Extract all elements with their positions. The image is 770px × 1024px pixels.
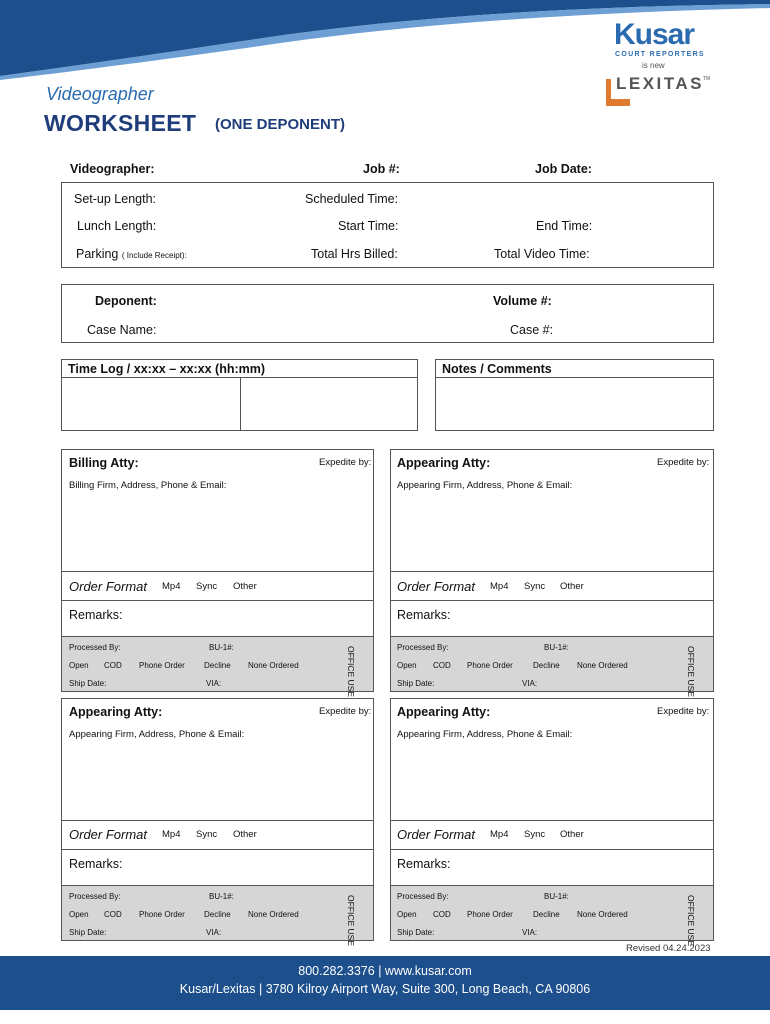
option-none-ordered: None Ordered (248, 910, 299, 919)
option-decline: Decline (533, 910, 560, 919)
processed-by-label: Processed By: (397, 643, 449, 652)
firm-label: Appearing Firm, Address, Phone & Email: (69, 729, 245, 740)
remarks-label: Remarks: (69, 857, 123, 871)
format-option: Other (560, 581, 584, 592)
videographer-label: Videographer: (70, 162, 155, 176)
ship-date-label: Ship Date: (397, 928, 435, 937)
firm-label: Appearing Firm, Address, Phone & Email: (397, 480, 573, 491)
title-worksheet: WORKSHEET (44, 110, 197, 136)
expedite-by-label: Expedite by: (319, 706, 372, 717)
option-phone-order: Phone Order (139, 910, 185, 919)
total-hrs-billed-label: Total Hrs Billed: (311, 247, 398, 261)
notes-label: Notes / Comments (442, 362, 552, 376)
option-none-ordered: None Ordered (248, 661, 299, 670)
total-video-time-label: Total Video Time: (494, 247, 590, 261)
job-number-label: Job #: (363, 162, 400, 176)
format-option: Other (233, 829, 257, 840)
expedite-by-label: Expedite by: (319, 457, 372, 468)
setup-length-label: Set-up Length: (74, 192, 157, 206)
bu-label: BU-1#: (209, 892, 234, 901)
order-format-label: Order Format (69, 827, 148, 842)
footer-address: Kusar/Lexitas | 3780 Kilroy Airport Way, Suite 300, Long Beach, CA 90806 (179, 982, 591, 996)
processed-by-label: Processed By: (69, 643, 121, 652)
deponent-label: Deponent: (95, 294, 157, 308)
option-phone-order: Phone Order (467, 661, 513, 670)
deponent-box (61, 284, 714, 343)
title-videographer: Videographer (46, 84, 154, 104)
option-decline: Decline (533, 661, 560, 670)
option-cod: COD (433, 661, 451, 670)
remarks-label: Remarks: (397, 857, 451, 871)
trademark-text: TM (703, 76, 711, 82)
revised-date: Revised 04.24.2023 (626, 943, 711, 954)
remarks-label: Remarks: (397, 608, 451, 622)
bu-label: BU-1#: (209, 643, 234, 652)
format-option: Mp4 (162, 829, 181, 840)
is-new-text: is new (642, 61, 665, 70)
order-format-label: Order Format (397, 827, 476, 842)
footer-contact: 800.282.3376 | www.kusar.com (298, 964, 472, 978)
kusar-logo: Kusar (614, 18, 695, 51)
card-title: Appearing Atty: (69, 705, 163, 719)
office-use-label: OFFICE USE (346, 895, 356, 947)
time-log-label: Time Log / xx:xx – xx:xx (hh:mm) (68, 362, 266, 376)
format-option: Mp4 (490, 581, 509, 592)
format-option: Sync (196, 829, 218, 840)
remarks-label: Remarks: (69, 608, 123, 622)
ship-date-label: Ship Date: (397, 679, 435, 688)
option-cod: COD (104, 661, 122, 670)
format-option: Other (233, 581, 257, 592)
via-label: VIA: (206, 679, 222, 688)
card-title: Appearing Atty: (397, 456, 491, 470)
parking-label: Parking ( Include Receipt): (76, 247, 187, 261)
job-date-label: Job Date: (535, 162, 592, 176)
end-time-label: End Time: (536, 219, 593, 233)
option-cod: COD (433, 910, 451, 919)
lexitas-logo: LEXITAS (616, 74, 705, 93)
bu-label: BU-1#: (544, 643, 569, 652)
expedite-by-label: Expedite by: (657, 457, 710, 468)
court-reporters-text: COURT REPORTERS (615, 51, 705, 58)
processed-by-label: Processed By: (69, 892, 121, 901)
option-none-ordered: None Ordered (577, 661, 628, 670)
format-option: Sync (524, 829, 546, 840)
card-title: Appearing Atty: (397, 705, 491, 719)
volume-label: Volume #: (493, 294, 552, 308)
via-label: VIA: (522, 928, 538, 937)
order-format-label: Order Format (69, 579, 148, 594)
option-open: Open (69, 910, 89, 919)
ship-date-label: Ship Date: (69, 928, 107, 937)
option-phone-order: Phone Order (139, 661, 185, 670)
option-none-ordered: None Ordered (577, 910, 628, 919)
case-number-label: Case #: (510, 323, 554, 337)
processed-by-label: Processed By: (397, 892, 449, 901)
format-option: Mp4 (162, 581, 181, 592)
case-name-label: Case Name: (87, 323, 157, 337)
card-title: Billing Atty: (69, 456, 139, 470)
bu-label: BU-1#: (544, 892, 569, 901)
scheduled-time-label: Scheduled Time: (305, 192, 399, 206)
lunch-length-label: Lunch Length: (77, 219, 157, 233)
format-option: Sync (196, 581, 218, 592)
option-decline: Decline (204, 661, 231, 670)
via-label: VIA: (522, 679, 538, 688)
time-log-column-divider (240, 377, 241, 431)
firm-label: Billing Firm, Address, Phone & Email: (69, 480, 227, 491)
office-use-label: OFFICE USE (686, 895, 696, 947)
notes-divider (435, 377, 714, 378)
order-format-label: Order Format (397, 579, 476, 594)
option-decline: Decline (204, 910, 231, 919)
option-open: Open (397, 910, 417, 919)
via-label: VIA: (206, 928, 222, 937)
start-time-label: Start Time: (338, 219, 399, 233)
ship-date-label: Ship Date: (69, 679, 107, 688)
office-use-label: OFFICE USE (686, 646, 696, 698)
firm-label: Appearing Firm, Address, Phone & Email: (397, 729, 573, 740)
option-phone-order: Phone Order (467, 910, 513, 919)
title-one-deponent: (ONE DEPONENT) (215, 116, 346, 133)
format-option: Other (560, 829, 584, 840)
option-open: Open (397, 661, 417, 670)
expedite-by-label: Expedite by: (657, 706, 710, 717)
office-use-label: OFFICE USE (346, 646, 356, 698)
format-option: Sync (524, 581, 546, 592)
option-cod: COD (104, 910, 122, 919)
format-option: Mp4 (490, 829, 509, 840)
option-open: Open (69, 661, 89, 670)
